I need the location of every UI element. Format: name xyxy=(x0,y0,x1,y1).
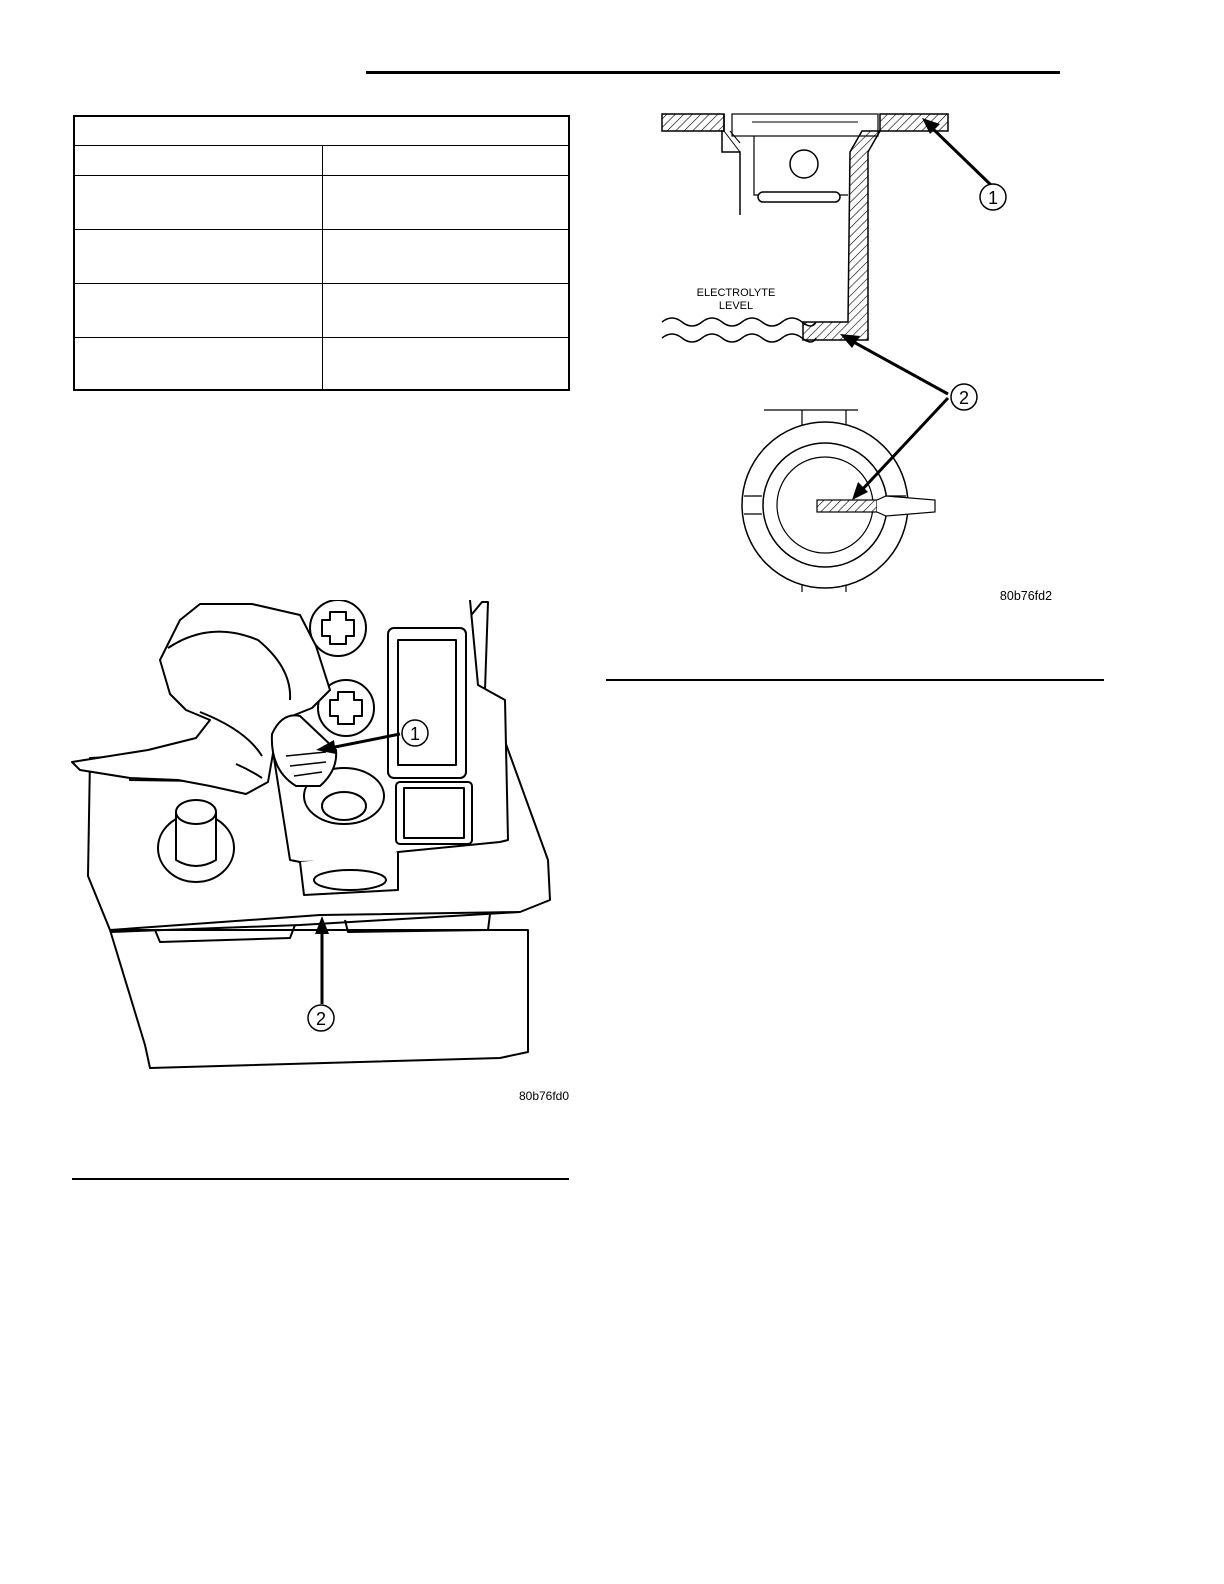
table-cell xyxy=(75,284,323,338)
top-plate-right xyxy=(880,114,948,131)
table-cell xyxy=(323,230,568,284)
table-cell xyxy=(323,146,568,176)
table-row xyxy=(75,229,568,284)
table-cell xyxy=(75,146,323,176)
section-divider xyxy=(606,679,1104,681)
callout-1-label: 1 xyxy=(409,724,421,744)
section-divider xyxy=(72,1178,569,1180)
table-header-row xyxy=(75,145,568,176)
header-rule xyxy=(366,71,1060,74)
table-cell xyxy=(75,230,323,284)
battery-case xyxy=(110,930,528,1068)
figure-code: 80b76fd0 xyxy=(518,1089,570,1103)
top-plate-left xyxy=(662,114,724,131)
table-cell xyxy=(323,338,568,390)
callout-2-label: 2 xyxy=(958,388,970,408)
table-cell xyxy=(323,176,568,230)
callout-2-label: 2 xyxy=(315,1009,327,1029)
battery-vent-removal-illustration xyxy=(70,600,590,1110)
table-row xyxy=(75,283,568,338)
table-cell xyxy=(75,176,323,230)
specification-table xyxy=(73,115,570,391)
table-row xyxy=(75,337,568,390)
electrolyte-label-line1: ELECTROLYTE xyxy=(696,287,776,299)
figure-code: 80b76fd2 xyxy=(999,589,1053,603)
electrolyte-level-diagram xyxy=(640,100,1080,620)
table-row xyxy=(75,175,568,230)
table-cell xyxy=(323,284,568,338)
callout-1-label: 1 xyxy=(987,188,999,208)
table-cell xyxy=(75,338,323,390)
split-ring xyxy=(817,500,877,512)
electrolyte-label-line2: LEVEL xyxy=(718,300,754,312)
